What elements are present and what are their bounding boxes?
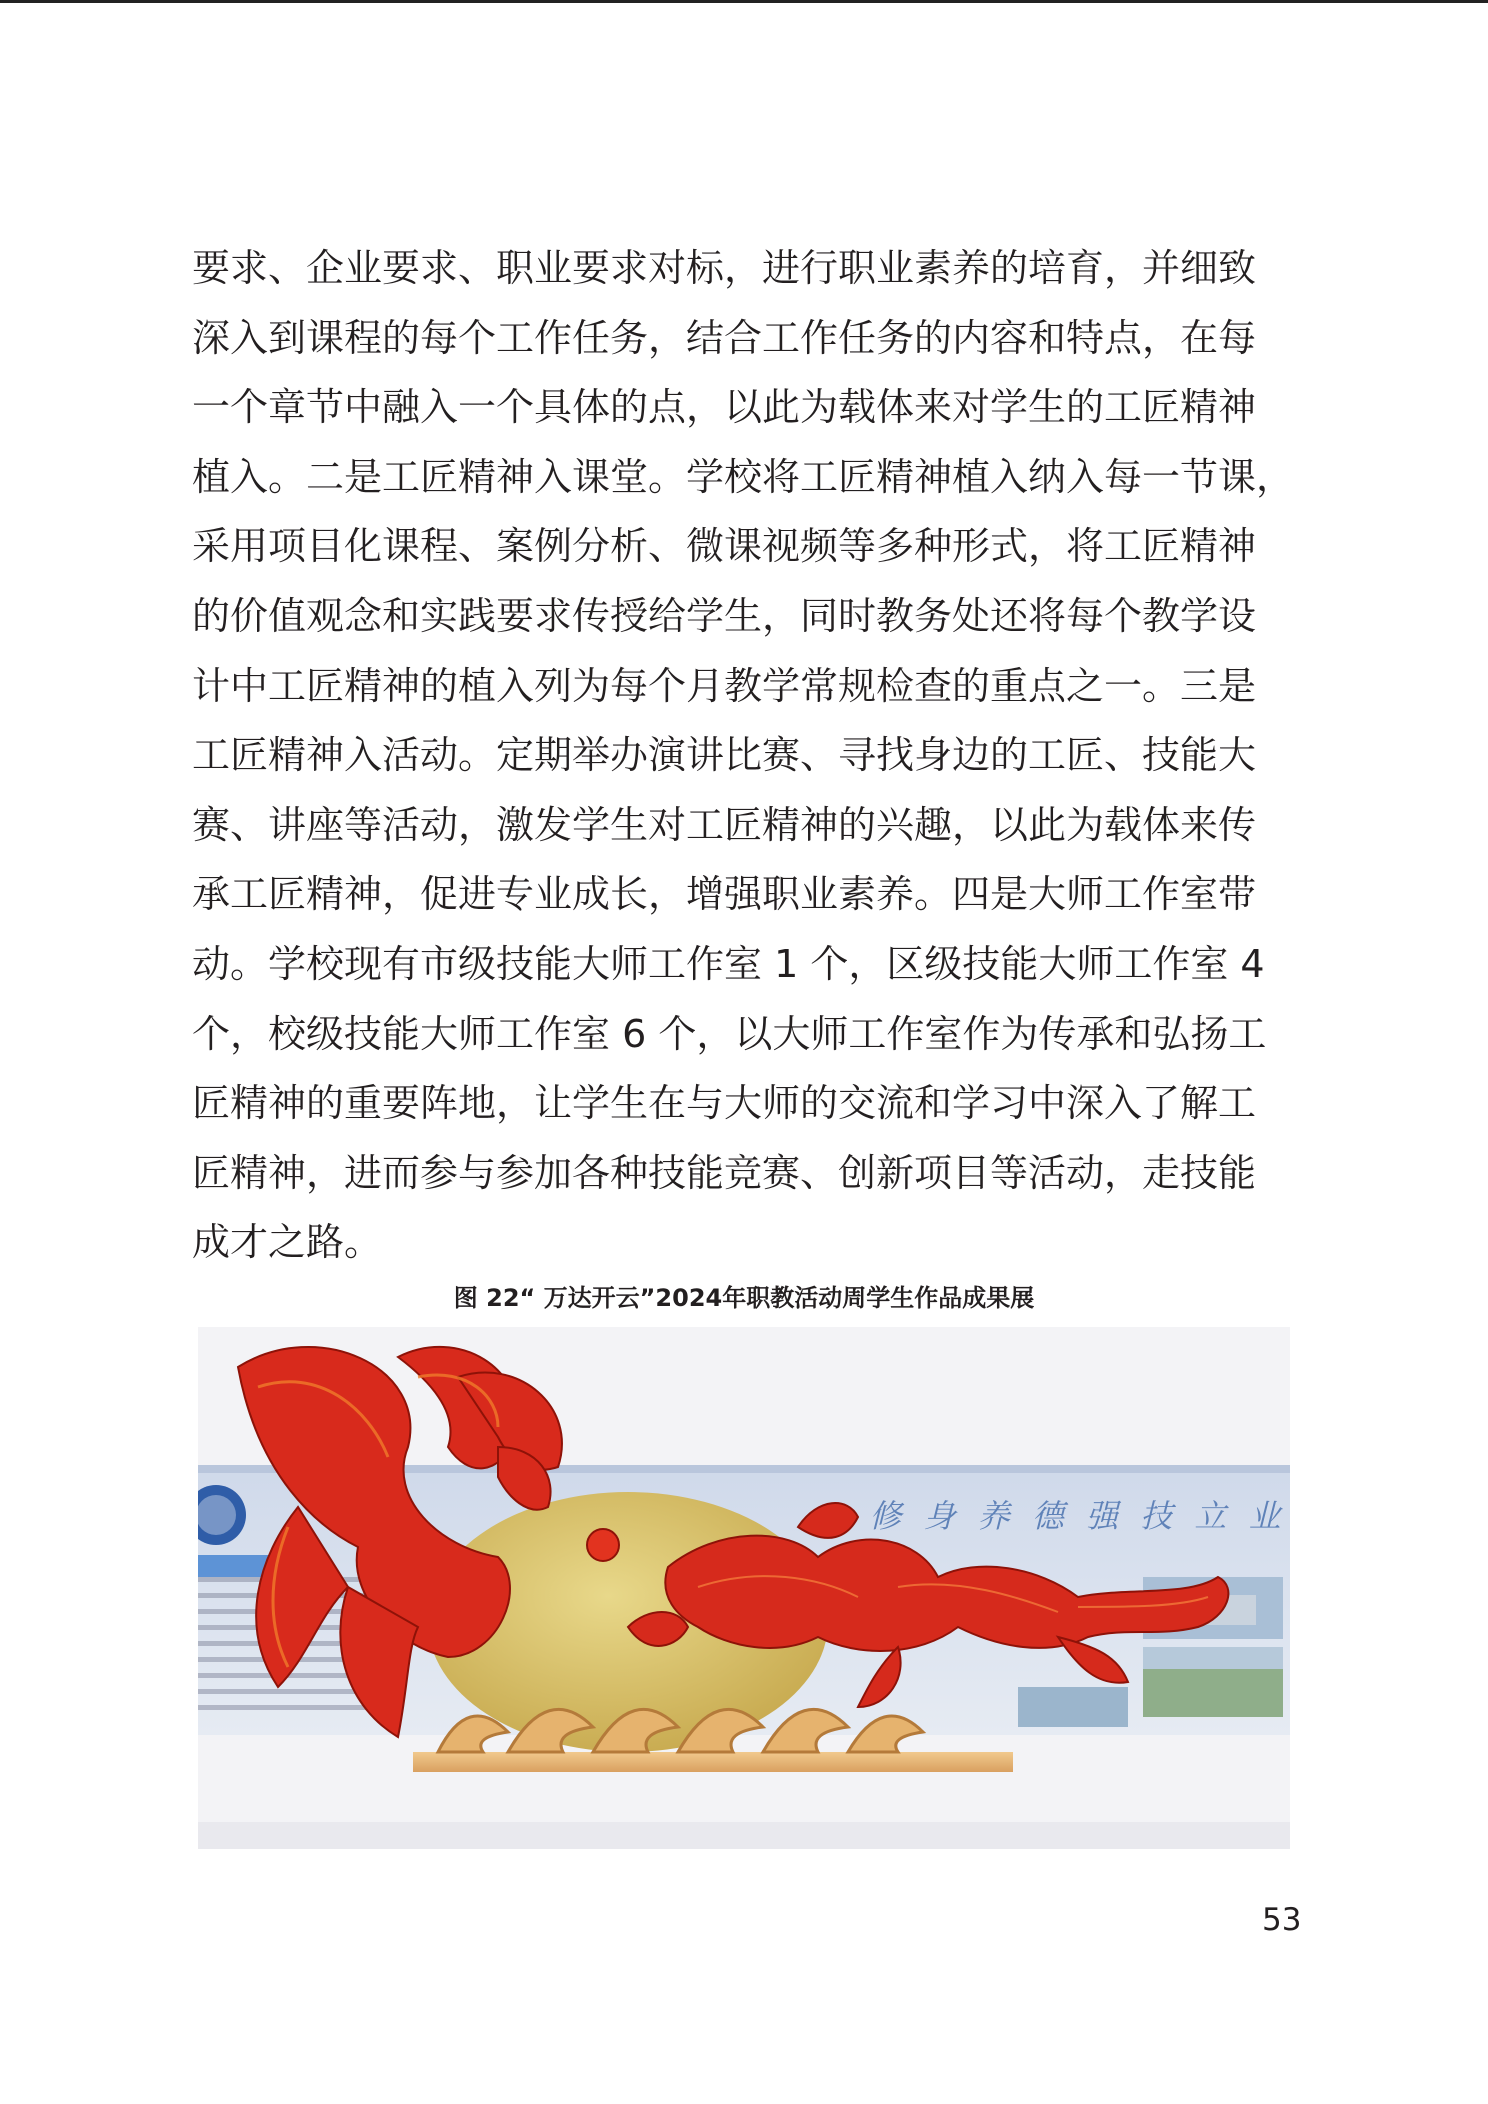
text-line: 要求、企业要求、职业要求对标，进行职业素养的培育，并细致 (192, 246, 1257, 290)
text-line: 工匠精神入活动。定期举办演讲比赛、寻找身边的工匠、技能大 (192, 733, 1257, 778)
text-line: 计中工匠精神的植入列为每个月教学常规检查的重点之一。三是 (192, 663, 1257, 708)
figure-photo (198, 1327, 1290, 1849)
text-line: 深入到课程的每个工作任务，结合工作任务的内容和特点，在每 (192, 315, 1257, 360)
text-line: 一个章节中融入一个具体的点，以此为载体来对学生的工匠精神 (192, 385, 1257, 430)
text-line: 匠精神，进而参与参加各种技能竞赛、创新项目等活动，走技能 (192, 1150, 1257, 1195)
text-line: 的价值观念和实践要求传授给学生，同时教务处还将每个教学设 (192, 593, 1257, 638)
body-paragraph (192, 234, 1302, 1278)
page-number: 53 (1262, 1902, 1302, 1938)
page-top-border (0, 0, 1488, 3)
dragon-phoenix-carving-photo (198, 1327, 1290, 1849)
text-line: 个，校级技能大师工作室 6 个，以大师工作室作为传承和弘扬工 (192, 1011, 1267, 1056)
text-line: 承工匠精神，促进专业成长，增强职业素养。四是大师工作室带 (192, 872, 1257, 917)
text-line: 动。学校现有市级技能大师工作室 1 个，区级技能大师工作室 4 (192, 941, 1265, 986)
text-line: 匠精神的重要阵地，让学生在与大师的交流和学习中深入了解工 (192, 1081, 1257, 1126)
text-line: 成才之路。 (192, 1220, 383, 1265)
banner-motto: 修 身 养 德 强 技 立 业 (869, 1497, 1287, 1535)
text-line: 采用项目化课程、案例分析、微课视频等多种形式，将工匠精神 (192, 524, 1257, 569)
text-line: 植入。二是工匠精神入课堂。学校将工匠精神植入纳入每一节课， (192, 454, 1295, 499)
text-line: 赛、讲座等活动，激发学生对工匠精神的兴趣，以此为载体来传 (192, 802, 1257, 847)
figure-caption: 图 22“ 万达开云”2024年职教活动周学生作品成果展 (453, 1284, 1035, 1312)
